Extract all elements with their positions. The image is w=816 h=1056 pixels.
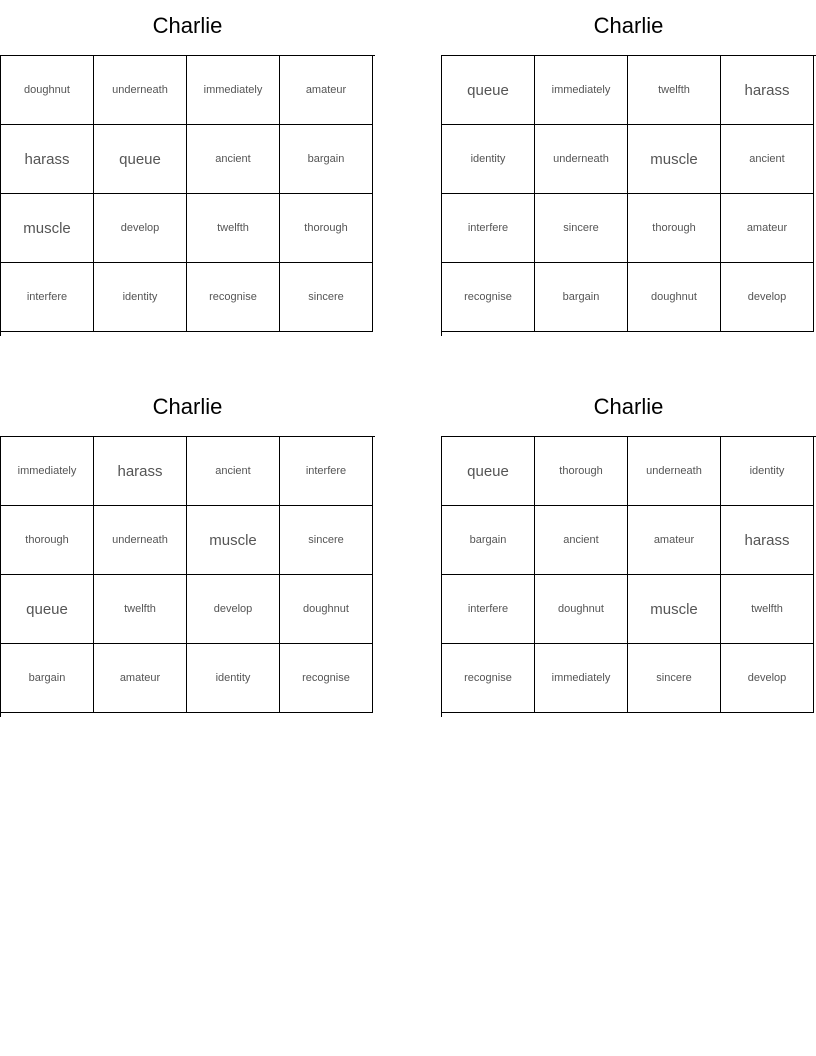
bingo-cell: underneath [535, 125, 628, 194]
bingo-cell: thorough [628, 194, 721, 263]
bingo-cell: bargain [280, 125, 373, 194]
bingo-cell: sincere [628, 644, 721, 713]
bingo-cell: develop [721, 644, 814, 713]
bingo-cell: recognise [442, 263, 535, 332]
bingo-cell: amateur [94, 644, 187, 713]
bingo-cell: immediately [187, 56, 280, 125]
bingo-cell: interfere [442, 194, 535, 263]
bingo-grid [441, 55, 816, 336]
bingo-cell: immediately [1, 437, 94, 506]
bingo-cell: develop [94, 194, 187, 263]
bingo-cell: interfere [1, 263, 94, 332]
bingo-cell: develop [187, 575, 280, 644]
bingo-cell: underneath [94, 56, 187, 125]
bingo-cell: underneath [94, 506, 187, 575]
bingo-cell: queue [442, 437, 535, 506]
bingo-cell: interfere [280, 437, 373, 506]
bingo-cell: identity [187, 644, 280, 713]
bingo-cell: interfere [442, 575, 535, 644]
bingo-cell: harass [1, 125, 94, 194]
bingo-cell: ancient [187, 125, 280, 194]
bingo-grid [441, 436, 816, 717]
bingo-cell: sincere [280, 506, 373, 575]
bingo-cell: sincere [535, 194, 628, 263]
bingo-grid [0, 55, 375, 336]
bingo-cell: ancient [721, 125, 814, 194]
bingo-cell: recognise [280, 644, 373, 713]
bingo-cell: twelfth [628, 56, 721, 125]
bingo-cell: harass [94, 437, 187, 506]
bingo-cell: twelfth [94, 575, 187, 644]
bingo-cell: doughnut [1, 56, 94, 125]
bingo-cell: muscle [628, 125, 721, 194]
bingo-cell: underneath [628, 437, 721, 506]
bingo-cell: identity [442, 125, 535, 194]
bingo-cell: amateur [721, 194, 814, 263]
bingo-cell: amateur [628, 506, 721, 575]
bingo-cell: bargain [535, 263, 628, 332]
bingo-cell: thorough [280, 194, 373, 263]
bingo-cell: doughnut [280, 575, 373, 644]
bingo-cell: thorough [1, 506, 94, 575]
card-title: Charlie [152, 394, 223, 419]
bingo-cell: muscle [628, 575, 721, 644]
bingo-cell: identity [94, 263, 187, 332]
bingo-cell: thorough [535, 437, 628, 506]
bingo-cell: ancient [187, 437, 280, 506]
bingo-cell: queue [1, 575, 94, 644]
bingo-cell: twelfth [721, 575, 814, 644]
bingo-cell: bargain [442, 506, 535, 575]
bingo-cell: doughnut [535, 575, 628, 644]
bingo-cell: develop [721, 263, 814, 332]
bingo-cell: queue [94, 125, 187, 194]
bingo-cell: harass [721, 56, 814, 125]
card-title: Charlie [593, 394, 664, 419]
bingo-cell: queue [442, 56, 535, 125]
bingo-cell: harass [721, 506, 814, 575]
bingo-cell: amateur [280, 56, 373, 125]
card-title: Charlie [593, 13, 664, 38]
bingo-grid [0, 436, 375, 717]
bingo-cell: recognise [442, 644, 535, 713]
bingo-cell: sincere [280, 263, 373, 332]
bingo-cell: muscle [187, 506, 280, 575]
bingo-cell: immediately [535, 644, 628, 713]
bingo-cell: identity [721, 437, 814, 506]
bingo-cell: muscle [1, 194, 94, 263]
bingo-cell: bargain [1, 644, 94, 713]
bingo-cell: twelfth [187, 194, 280, 263]
card-title: Charlie [152, 13, 223, 38]
bingo-cell: recognise [187, 263, 280, 332]
bingo-cell: ancient [535, 506, 628, 575]
bingo-cell: doughnut [628, 263, 721, 332]
bingo-cell: immediately [535, 56, 628, 125]
